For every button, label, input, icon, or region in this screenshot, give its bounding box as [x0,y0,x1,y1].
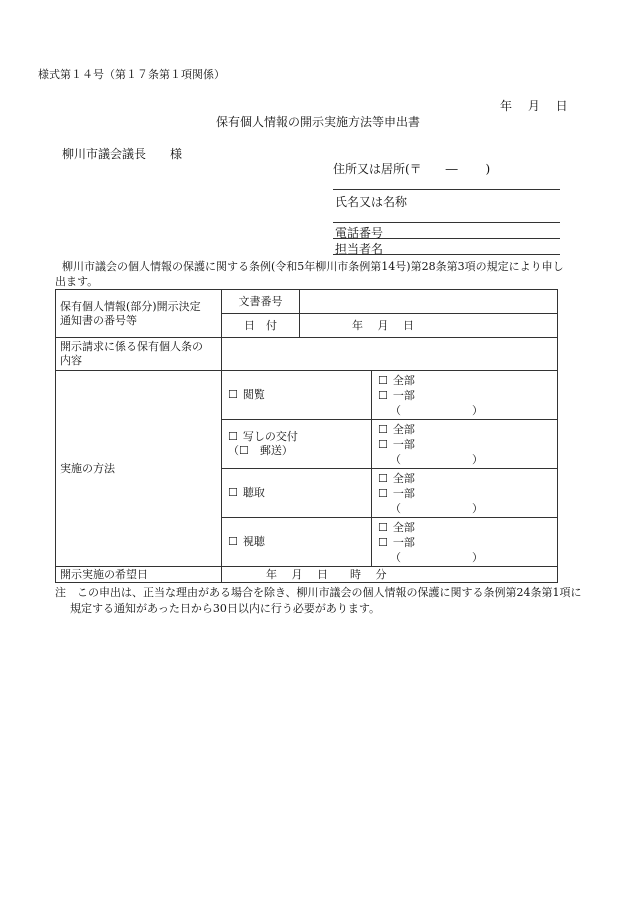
method-label: 実施の方法 [56,371,222,567]
request-content-label: 開示請求に係る保有個人条の 内容 [56,338,222,371]
notice-date-field[interactable]: 年 月 日 [300,314,558,338]
address-underline [333,189,560,190]
name-underline [333,222,560,223]
method-option-4[interactable]: ☐ 視聴 [222,518,372,567]
intro-line-2: 出ます。 [55,275,99,288]
name-label: 氏名又は名称 [335,195,408,209]
request-content-field[interactable] [222,338,558,371]
mail-option[interactable]: （☐ 郵送） [228,444,293,457]
disclosure-form-table [55,289,558,583]
page-title: 保有個人情報の開示実施方法等申出書 [216,115,421,129]
scope-2: ☐ 全部 ☐ 一部 （ ） [372,420,558,469]
method-option-2[interactable]: ☐ 写しの交付 （☐ 郵送） [222,420,372,469]
desired-date-label: 開示実施の希望日 [56,567,222,583]
scope-3: ☐ 全部 ☐ 一部 （ ） [372,469,558,518]
method-option-3[interactable]: ☐ 聴取 [222,469,372,518]
notice-number-label: 保有個人情報(部分)開示決定 通知書の番号等 [56,290,222,338]
checkbox-icon[interactable]: ☐ [378,388,388,402]
scope-1: ☐ 全部 ☐ 一部 （ ） [372,371,558,420]
checkbox-icon[interactable]: ☐ [378,437,388,451]
form-number: 様式第１４号（第１７条第１項関係） [38,68,225,81]
checkbox-icon[interactable]: ☐ [228,430,238,443]
address-label: 住所又は居所(〒 ― ) [333,162,491,176]
notice-date-label: 日 付 [222,314,300,338]
contact-label: 担当者名 [335,242,384,256]
desired-date-field[interactable]: 年 月 日 時 分 [222,567,558,583]
scope-4: ☐ 全部 ☐ 一部 （ ） [372,518,558,567]
intro-line-1: 柳川市議会の個人情報の保護に関する条例(令和5年柳川市条例第14号)第28条第3項の規定により申し [62,260,564,273]
checkbox-icon[interactable]: ☐ [228,388,238,401]
checkbox-icon[interactable]: ☐ [378,471,388,485]
doc-number-field[interactable] [300,290,558,314]
checkbox-icon[interactable]: ☐ [378,486,388,500]
note-line-2: 規定する通知があった日から30日以内に行う必要があります。 [70,602,381,615]
phone-underline [333,238,560,239]
checkbox-icon[interactable]: ☐ [228,486,238,499]
addressee: 柳川市議会議長 様 [62,147,183,161]
doc-number-label: 文書番号 [222,290,300,314]
checkbox-icon[interactable]: ☐ [378,373,388,387]
checkbox-icon[interactable]: ☐ [378,520,388,534]
checkbox-icon[interactable]: ☐ [378,422,388,436]
checkbox-icon[interactable]: ☐ [378,535,388,549]
phone-label: 電話番号 [335,226,384,240]
checkbox-icon[interactable]: ☐ [228,535,238,548]
method-option-1[interactable]: ☐ 閲覧 [222,371,372,420]
contact-underline [333,254,560,255]
note-line-1: 注 この申出は、正当な理由がある場合を除き、柳川市議会の個人情報の保護に関する条例第24条第1項に [55,586,582,599]
submission-date: 年 月 日 [500,99,568,113]
